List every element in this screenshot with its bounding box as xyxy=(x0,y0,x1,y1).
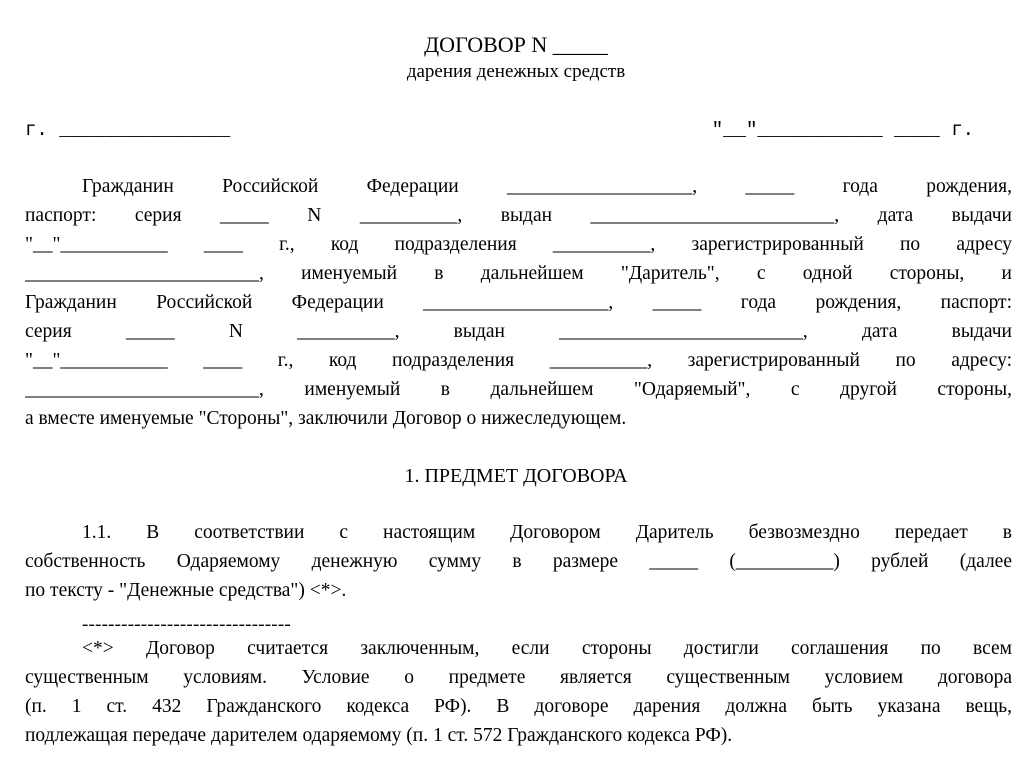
parties-line-8: ________________________, именуемый в дальнейшем "Одаряемый", с другой стороны, xyxy=(25,379,1012,400)
footnote-separator: -------------------------------- xyxy=(82,614,291,635)
clause-1-1-line-1: 1.1. В соответствии с настоящим Договором Даритель безвозмездно передает в xyxy=(82,522,1012,543)
footnote-line-2: существенным условиям. Условие о предмете является существенным условием договора xyxy=(25,667,1012,688)
date-field: "__"___________ ____ г. xyxy=(711,119,974,141)
parties-line-7: "__"___________ ____ г., код подразделения __________, зарегистрированный по адресу: xyxy=(25,350,1012,371)
footnote-line-1: <*> Договор считается заключенным, если стороны достигли соглашения по всем xyxy=(82,638,1012,659)
footnote-line-3: (п. 1 ст. 432 Гражданского кодекса РФ). В договоре дарения должна быть указана вещь, xyxy=(25,696,1012,717)
parties-line-9: а вместе именуемые "Стороны", заключили Договор о нижеследующем. xyxy=(25,408,627,429)
section-1-heading: 1. ПРЕДМЕТ ДОГОВОРА xyxy=(404,465,628,487)
city-field: г. _______________ xyxy=(25,119,231,141)
clause-1-1-line-3: по тексту - "Денежные средства") <*>. xyxy=(25,580,347,601)
parties-line-6: серия _____ N __________, выдан _________________________, дата выдачи xyxy=(25,321,1012,342)
parties-line-1: Гражданин Российской Федерации ___________________, _____ года рождения, xyxy=(82,176,1012,197)
parties-line-3: "__"___________ ____ г., код подразделения __________, зарегистрированный по адресу xyxy=(25,234,1012,255)
parties-line-5: Гражданин Российской Федерации ___________________, _____ года рождения, паспорт: xyxy=(25,292,1012,313)
parties-line-4: ________________________, именуемый в дальнейшем "Даритель", с одной стороны, и xyxy=(25,263,1012,284)
contract-title: ДОГОВОР N _____ xyxy=(424,32,608,57)
footnote-line-4: подлежащая передаче дарителем одаряемому (п. 1 ст. 572 Гражданского кодекса РФ). xyxy=(25,725,733,746)
parties-line-2: паспорт: серия _____ N __________, выдан _________________________, дата выдачи xyxy=(25,205,1012,226)
contract-subtitle: дарения денежных средств xyxy=(406,61,626,82)
clause-1-1-line-2: собственность Одаряемому денежную сумму в размере _____ (__________) рублей (далее xyxy=(25,551,1012,572)
